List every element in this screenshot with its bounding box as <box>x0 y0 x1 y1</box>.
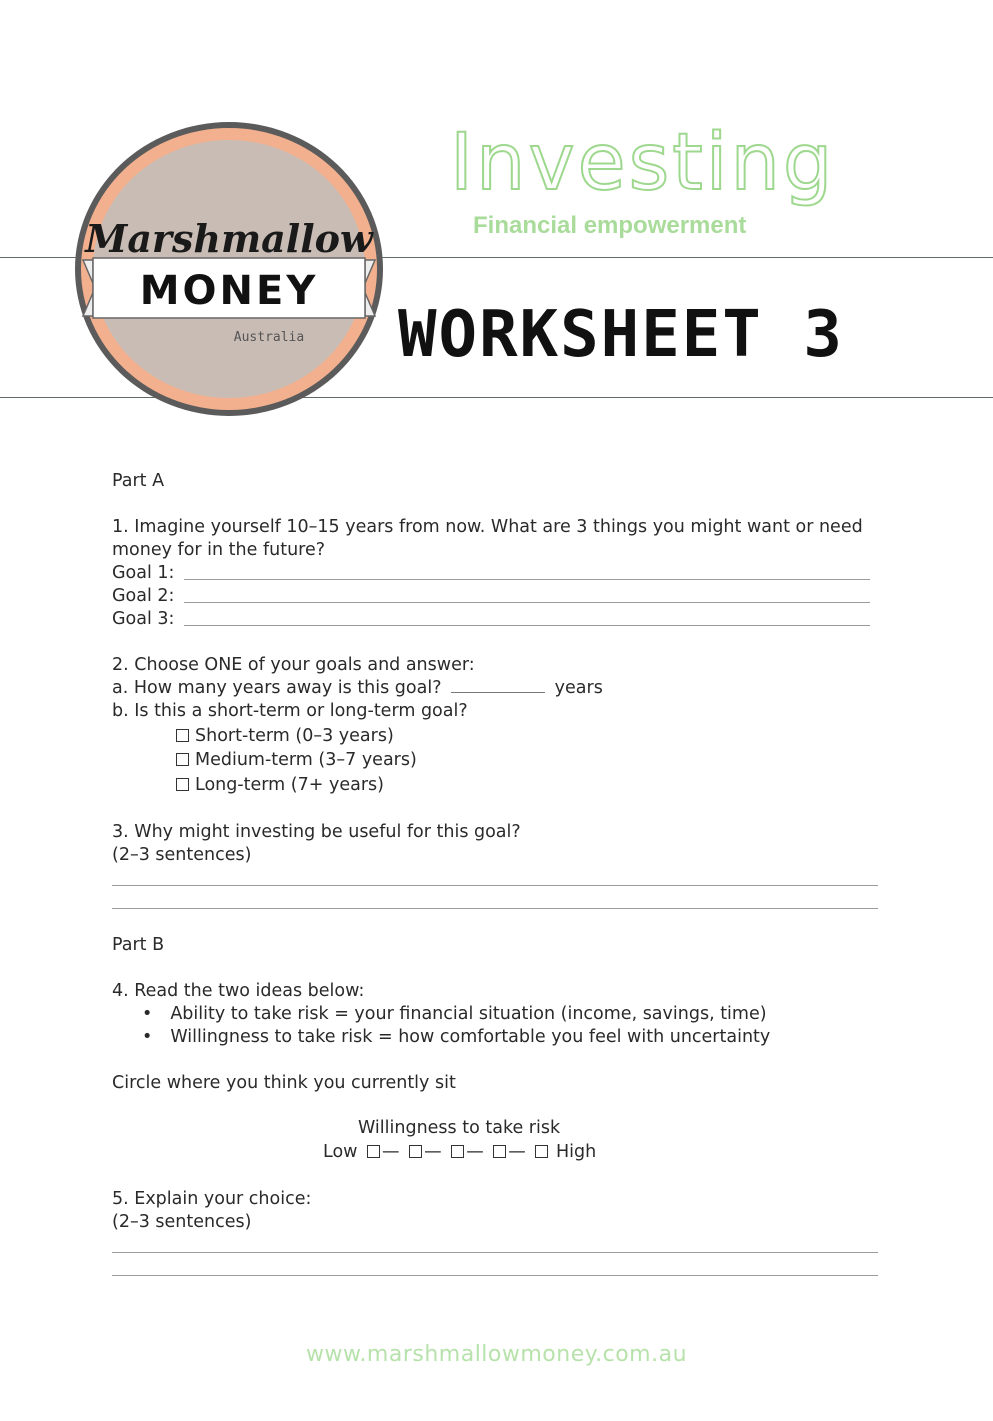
checkbox-medium-term[interactable] <box>176 753 189 766</box>
q4-intro: 4. Read the two ideas below: <box>112 981 365 1001</box>
goal-1-answer-line[interactable] <box>184 579 870 580</box>
page-title: Investing <box>450 118 836 208</box>
option-long-term[interactable] <box>176 774 384 797</box>
bullet-willingness-text: Willingness to take risk = how comfortable you feel with uncertainty <box>170 1027 771 1047</box>
q5-text-line2: (2–3 sentences) <box>112 1212 252 1232</box>
part-b-heading: Part B <box>112 935 165 955</box>
q2b-question: b. Is this a short-term or long-term goal? <box>112 701 468 721</box>
part-a-heading: Part A <box>112 471 165 491</box>
q3-text-line1: 3. Why might investing be useful for this goal? <box>112 822 521 842</box>
goal-3-answer-line[interactable] <box>184 625 870 626</box>
q2a-question <box>112 677 603 700</box>
goal-2-label: Goal 2: <box>112 586 175 606</box>
scale-box-2[interactable] <box>409 1145 422 1158</box>
option-long-term-label: Long-term (7+ years) <box>195 775 384 795</box>
scale-box-4[interactable] <box>493 1145 506 1158</box>
checkbox-short-term[interactable] <box>176 729 189 742</box>
scale-box-3[interactable] <box>451 1145 464 1158</box>
option-medium-term-label: Medium-term (3–7 years) <box>195 750 417 770</box>
q5-answer-line-1[interactable] <box>112 1252 878 1253</box>
circle-instruction: Circle where you think you currently sit <box>112 1073 456 1093</box>
q3-answer-line-2[interactable] <box>112 908 878 909</box>
scale-box-1[interactable] <box>367 1145 380 1158</box>
goal-3-label: Goal 3: <box>112 609 175 629</box>
q2-intro: 2. Choose ONE of your goals and answer: <box>112 655 475 675</box>
scale-box-5[interactable] <box>535 1145 548 1158</box>
logo-country-text: Australia <box>233 330 305 345</box>
q3-answer-line-1[interactable] <box>112 885 878 886</box>
goal-1-label: Goal 1: <box>112 563 175 583</box>
q5-text-line1: 5. Explain your choice: <box>112 1189 312 1209</box>
q1-text-line1: 1. Imagine yourself 10–15 years from now. What are 3 things you might want or need <box>112 517 863 537</box>
page-subtitle: Financial empowerment <box>473 212 747 239</box>
q2a-answer-blank[interactable] <box>451 678 545 693</box>
option-short-term[interactable] <box>176 725 394 748</box>
q2a-suffix: years <box>554 678 603 698</box>
marshmallow-money-logo <box>73 120 385 418</box>
worksheet-title: WORKSHEET 3 <box>398 298 844 372</box>
risk-scale: Low — — — — High <box>323 1142 597 1162</box>
bullet-item-ability <box>142 1003 767 1026</box>
bullet-ability-text: Ability to take risk = your financial situation (income, savings, time) <box>170 1004 767 1024</box>
scale-title: Willingness to take risk <box>358 1118 561 1138</box>
option-medium-term[interactable] <box>176 749 417 772</box>
logo-script-text: Marshmallow <box>85 216 373 261</box>
q2a-text: a. How many years away is this goal? <box>112 678 442 698</box>
q5-answer-line-2[interactable] <box>112 1275 878 1276</box>
checkbox-long-term[interactable] <box>176 778 189 791</box>
q1-text-line2: money for in the future? <box>112 540 326 560</box>
q3-text-line2: (2–3 sentences) <box>112 845 252 865</box>
footer-website[interactable]: www.marshmallowmoney.com.au <box>305 1342 688 1367</box>
goal-2-answer-line[interactable] <box>184 602 870 603</box>
logo-banner-text: MONEY <box>139 268 319 314</box>
bullet-item-willingness <box>142 1026 770 1049</box>
option-short-term-label: Short-term (0–3 years) <box>195 726 394 746</box>
scale-high-label: High <box>555 1142 597 1162</box>
scale-low-label: Low <box>323 1142 358 1162</box>
bullet-dot: • <box>142 1027 153 1047</box>
bullet-dot: • <box>142 1004 153 1024</box>
